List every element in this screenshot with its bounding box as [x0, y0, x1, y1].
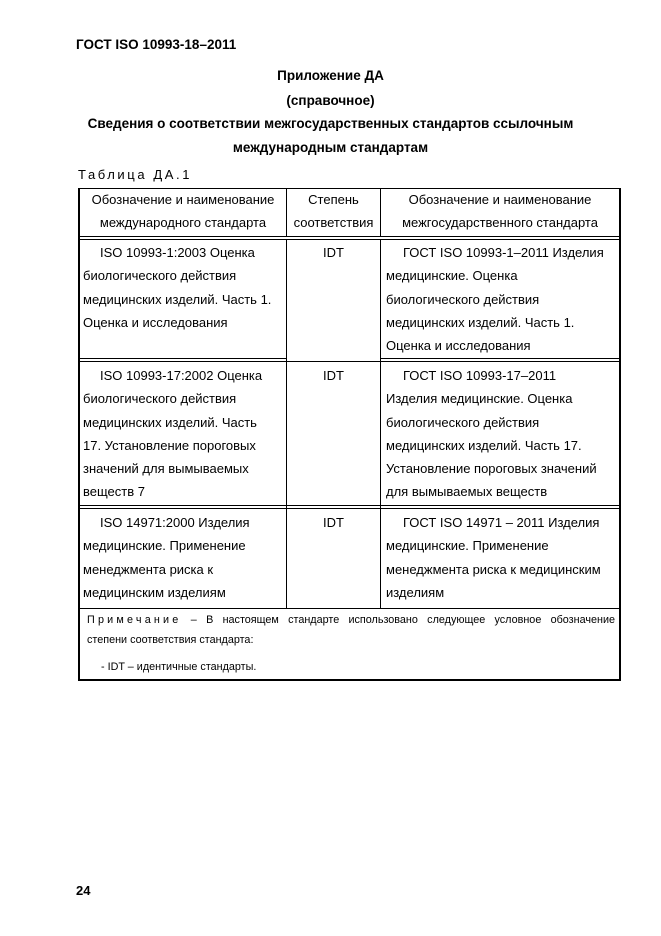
table-label: Таблица ДА.1 [78, 167, 193, 182]
header-rule-2 [78, 239, 621, 240]
row3-rule [78, 608, 621, 609]
table-note-line1 [87, 614, 615, 626]
document-id: ГОСТ ISO 10993-18–2011 [76, 37, 237, 52]
table-border-bottom [78, 679, 621, 681]
header-international-standard: Обозначение и наименование международного стандарта [91, 192, 275, 231]
header-interstate-standard: Обозначение и наименование межгосударственного стандарта [402, 192, 598, 231]
row3-interstate-standard: ГОСТ ISO 14971 – 2011 Изделия медицинские. Применение менеджмента риска к медицинским изделиям [386, 515, 601, 600]
appendix-heading-line2: международным стандартам [232, 140, 429, 155]
header-rule-1 [78, 236, 621, 237]
row3-international-standard: ISO 14971:2000 Изделия медицинские. Применение менеджмента риска к медицинским изделиям [83, 515, 250, 600]
correspondence-table [78, 188, 621, 680]
row1-interstate-standard: ГОСТ ISO 10993-1–2011 Изделия медицинские. Оценка биологического действия медицинских изделий. Часть 1. Оценка и исследования [386, 245, 604, 354]
col-sep-1-body [286, 239, 287, 609]
header-degree-of-correspondence: Степень соответствия [293, 192, 374, 231]
table-note-line2: степени соответствия стандарта: [87, 634, 254, 646]
note-label: Примечание [87, 614, 182, 626]
col-sep-2-body [380, 239, 381, 609]
row1-degree: IDT [323, 245, 344, 260]
row1-rule-a [78, 358, 286, 359]
appendix-title: Приложение ДА [277, 68, 384, 83]
row2-interstate-standard: ГОСТ ISO 10993-17–2011 Изделия медицинские. Оценка биологического действия медицинских изделий. Часть 17. Установление пороговых значений для вымываемых веществ [386, 368, 597, 500]
row2-rule-a [78, 505, 621, 506]
page-number: 24 [76, 883, 91, 898]
note-text-1: – В настоящем стандарте использовано следующее условное обозначение [181, 614, 615, 626]
appendix-type: (справочное) [286, 93, 375, 108]
row3-degree: IDT [323, 515, 344, 530]
row1-rule-b [380, 358, 621, 359]
row1-international-standard: ISO 10993-1:2003 Оценка биологического действия медицинских изделий. Часть 1. Оценка и исследования [83, 245, 272, 330]
table-note-item: - IDT – идентичные стандарты. [101, 661, 257, 673]
row1-rule-c [78, 361, 621, 362]
appendix-heading-line1: Сведения о соответствии межгосударственных стандартов ссылочным [87, 116, 574, 131]
row2-degree: IDT [323, 368, 344, 383]
row2-rule-b [78, 508, 621, 509]
row2-international-standard: ISO 10993-17:2002 Оценка биологического действия медицинских изделий. Часть 17. Установление пороговых значений для вымываемых веществ 7 [83, 368, 263, 500]
